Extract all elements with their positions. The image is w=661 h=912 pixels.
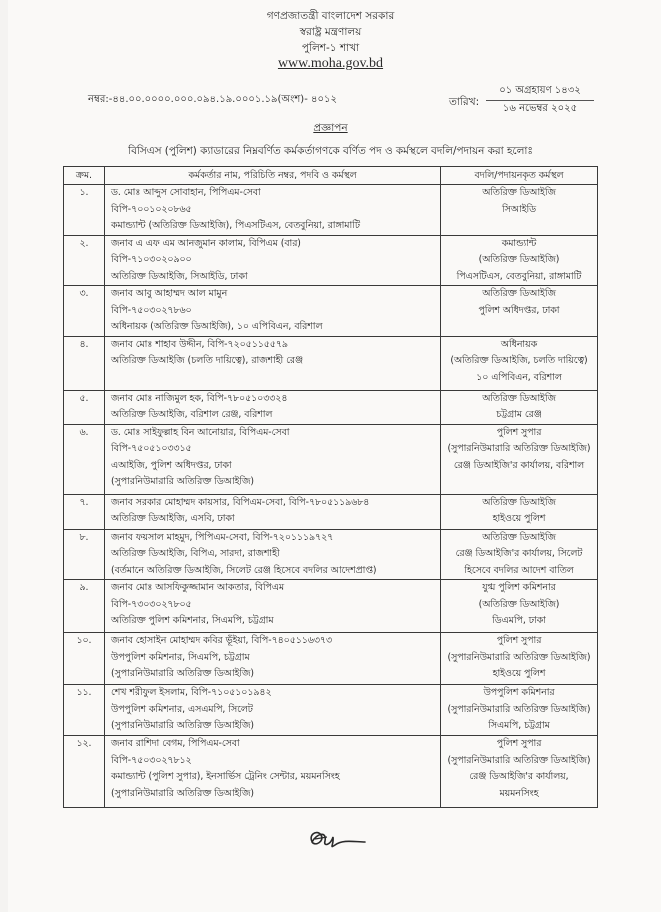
table-row [64,736,598,808]
row-serial: ৩. [64,286,105,337]
posting-destination [441,494,598,529]
table-row [64,336,598,390]
reference-number: নম্বর:-৪৪.০০.০০০০.০০০.০৯৪.১৯.০০০১.১৯(অংশ)- ৪০১২ [88,94,337,105]
posting-line: পুলিশ সুপার [496,426,542,438]
ministry-name: স্বরাষ্ট্র মন্ত্রণালয় [299,26,362,38]
officer-details [105,736,441,808]
officer-line: (সুপারনিউমারারি অতিরিক্ত ডিআইজি) [111,476,254,487]
posting-line: পুলিশ অধিদপ্তর, ঢাকা [478,304,560,316]
posting-line: উপপুলিশ কমিশনার [483,687,555,698]
officer-line: জনাব এ এফ এম আনজুমান কালাম, বিপিএম (বার) [111,237,301,249]
posting-line: (সুপারনিউমারারি অতিরিক্ত ডিআইজি) [447,754,591,766]
officer-line: জনাব মোঃ শাহাব উদ্দীন, বিপি-৭২০৫১১৫৫৭৯ [111,338,288,350]
posting-line: অতিরিক্ত ডিআইজি [482,531,556,543]
header-posting: বদলি/পদায়নকৃত কর্মস্থল [441,167,598,185]
officer-details [105,235,441,286]
table-row [64,529,598,580]
officer-line: এআইজি, পুলিশ অধিদপ্তর, ঢাকা [111,459,232,471]
officer-line: অতিরিক্ত পুলিশ কমিশনার, সিএমপি, চট্টগ্রাম [111,615,274,626]
row-serial: ৬. [64,424,105,494]
officer-line: জনাব মোঃ নাজিমুল হক, বিপি-৭৮০৫১০৩৩২৪ [111,392,288,404]
posting-line: পিএসটিএস, বেতবুনিয়া, রাঙ্গামাটি [456,270,582,282]
posting-destination [441,286,598,337]
row-serial: ১. [64,185,105,236]
date-label: তারিখ: [449,96,480,108]
posting-line: (সুপারনিউমারারি অতিরিক্ত ডিআইজি) [447,703,591,715]
table-row [64,494,598,529]
officer-line: অতিরিক্ত ডিআইজি, সিআইডি, ঢাকা [111,270,248,282]
table-row [64,235,598,286]
table-row [64,580,598,633]
officer-details [105,424,441,494]
officer-line: বিপি-৭৫০৩০২৭৮১২ [111,754,192,766]
officer-line: অতিরিক্ত ডিআইজি, এসবি, ঢাকা [111,513,235,524]
posting-line: অতিরিক্ত ডিআইজি [482,496,556,508]
posting-line: (অতিরিক্ত ডিআইজি) [478,598,560,610]
posting-line: সিআইডি [502,203,536,215]
officer-details [105,390,441,424]
date-gregorian: ১৬ নভেম্বর ২০২৫ [502,103,578,114]
officer-line: (সুপারনিউমারারি অতিরিক্ত ডিআইজি) [111,668,254,679]
officer-line: অতিরিক্ত ডিআইজি, বিপিএ, সারদা, রাজশাহী [111,548,280,559]
posting-line: (অতিরিক্ত ডিআইজি) [478,254,560,265]
officer-line: শেখ শরীফুল ইসলাম, বিপি-৭১০৫১০১৯৪২ [111,687,272,698]
posting-destination [441,424,598,494]
officer-line: বিপি-৭০০১০২০৮৬৫ [111,203,192,215]
officer-line: কমান্ড্যান্ট (অতিরিক্ত ডিআইজি), পিএসটিএস, বেতবুনিয়া, রাঙ্গামাটি [111,220,360,231]
officer-details [105,580,441,633]
officer-line: জনাব সরকার মোহাম্মদ কায়সার, বিপিএম-সেবা, বিপি-৭৮০৫১১৯৬৮৪ [111,496,370,508]
posting-line: (অতিরিক্ত ডিআইজি, চলতি দায়িত্বে) [450,355,588,366]
posting-destination [441,185,598,236]
officer-line: উপপুলিশ কমিশনার, এসএমপি, সিলেট [111,703,253,715]
officer-line: ড. মোঃ আব্দুস সোবাহান, পিপিএম-সেবা [111,187,261,198]
posting-line: পুলিশ সুপার [496,738,542,749]
officer-line: (সুপারনিউমারারি অতিরিক্ত ডিআইজি) [111,787,254,799]
officer-line: (বর্তমানে অতিরিক্ত ডিআইজি, সিলেট রেঞ্জ হিসেবে বদলির আদেশপ্রাপ্ত) [111,564,377,576]
posting-line: যুগ্ম পুলিশ কমিশনার [482,582,556,593]
notice-intro: বিসিএস (পুলিশ) ক্যাডারের নিম্নবর্ণিত কর্মকর্তাগণকে বর্ণিত পদ ও কর্মস্থলে বদলি/পদায়ন করা হলোঃ [128,145,533,157]
signature [303,825,373,855]
officer-details [105,685,441,736]
officer-line: অতিরিক্ত ডিআইজি, বরিশাল রেঞ্জ, বরিশাল [111,409,273,420]
officer-line: (সুপারনিউমারারি অতিরিক্ত ডিআইজি) [111,720,254,731]
table-row [64,633,598,685]
officer-line: ড. মোঃ সাইফুল্লাহ বিন আনোয়ার, বিপিএম-সেবা [111,426,290,438]
posting-destination [441,736,598,808]
officer-details [105,494,441,529]
posting-line: ১০ এপিবিএন, বরিশাল [476,371,562,383]
posting-line: ময়মনসিংহ [499,787,539,799]
officer-details [105,529,441,580]
officer-line: বিপি-৭৫০৩০২৭৮৬০ [111,304,192,316]
officer-line: কমান্ড্যান্ট (পুলিশ সুপার), ইনসার্ভিস ট্রেনিং সেন্টার, ময়মনসিংহ [111,771,340,782]
table-header-row [64,167,598,185]
row-serial: ৮. [64,529,105,580]
officer-line: বিপি-৭৩০৩০২৭৮০৫ [111,598,192,610]
posting-destination [441,390,598,424]
posting-destination [441,529,598,580]
officer-line: জনাব আবু আহাম্মদ আল মামুন [111,288,228,299]
posting-line: ডিএমপি, ঢাকা [492,615,546,626]
posting-line: হিসেবে বদলির আদেশ বাতিল [464,564,574,576]
government-name: গণপ্রজাতন্ত্রী বাংলাদেশ সরকার [266,10,395,22]
date-bengali: ০১ অগ্রহায়ণ ১৪৩২ [486,84,594,101]
table-row [64,185,598,236]
posting-line: হাইওয়ে পুলিশ [492,513,546,524]
posting-table [63,166,598,808]
website-link[interactable]: www.moha.gov.bd [277,56,384,71]
officer-line: অতিরিক্ত ডিআইজি (চলতি দায়িত্বে), রাজশাহী রেঞ্জ [111,355,303,366]
posting-line: রেঞ্জ ডিআইজি'র কার্যালয়, বরিশাল [453,459,585,471]
officer-details [105,185,441,236]
posting-destination [441,633,598,685]
posting-line: অতিরিক্ত ডিআইজি [482,288,556,299]
officer-line: জনাব মোঃ আসফিকুজ্জামান আকতার, বিপিএম [111,582,285,593]
officer-line: জনাব হোসাইন মোহাম্মদ কবির ভূঁইয়া, বিপি-৭৪০৫১১৬৩৭৩ [111,635,332,646]
posting-line: রেঞ্জ ডিআইজি'র কার্যালয়, [469,771,569,782]
table-row [64,424,598,494]
date-block [486,84,594,116]
posting-line: অতিরিক্ত ডিআইজি [482,187,556,198]
officer-line: বিপি-৭৫০৫১০৩৩১৫ [111,443,192,454]
row-serial: ৭. [64,494,105,529]
posting-destination [441,336,598,390]
officer-line: জনাব ফয়সাল মাহমুদ, পিপিএম-সেবা, বিপি-৭২০১১১৯৭২৭ [111,531,334,543]
officer-line: জনাব রাশিদা বেগম, পিপিএম-সেবা [111,738,240,749]
officer-details [105,286,441,337]
row-serial: ১১. [64,685,105,736]
table-row [64,685,598,736]
posting-destination [441,580,598,633]
posting-destination [441,685,598,736]
header-serial: ক্রম. [64,167,105,185]
branch-name: পুলিশ-১ শাখা [301,42,360,54]
posting-line: (সুপারনিউমারারি অতিরিক্ত ডিআইজি) [447,443,591,454]
row-serial: ৯. [64,580,105,633]
officer-line: অধিনায়ক (অতিরিক্ত ডিআইজি), ১০ এপিবিএন, বরিশাল [111,321,323,332]
posting-line: (সুপারনিউমারারি অতিরিক্ত ডিআইজি) [447,651,591,663]
row-serial: ১২. [64,736,105,808]
officer-details [105,633,441,685]
posting-line: চট্টগ্রাম রেঞ্জ [496,409,542,420]
posting-line: সিএমপি, চট্টগ্রাম [488,720,550,731]
row-serial: ৫. [64,390,105,424]
notice-title: প্রজ্ঞাপন [313,122,348,134]
officer-details [105,336,441,390]
posting-line: পুলিশ সুপার [496,635,542,646]
posting-line: অধিনায়ক [500,338,538,350]
officer-line: বিপি-৭১০৩০২০৯০০ [111,254,192,265]
row-serial: ১০. [64,633,105,685]
posting-line: অতিরিক্ত ডিআইজি [482,392,556,404]
table-row [64,286,598,337]
row-serial: ২. [64,235,105,286]
row-serial: ৪. [64,336,105,390]
officer-line: উপপুলিশ কমিশনার, সিএমপি, চট্টগ্রাম [111,651,250,663]
header-officer: কর্মকর্তার নাম, পরিচিতি নম্বর, পদবি ও কর্মস্থল [105,167,441,185]
posting-line: কমান্ড্যান্ট [501,237,537,249]
posting-line: হাইওয়ে পুলিশ [492,668,546,679]
posting-line: রেঞ্জ ডিআইজি'র কার্যালয়, সিলেট [455,548,583,559]
table-row [64,390,598,424]
posting-destination [441,235,598,286]
